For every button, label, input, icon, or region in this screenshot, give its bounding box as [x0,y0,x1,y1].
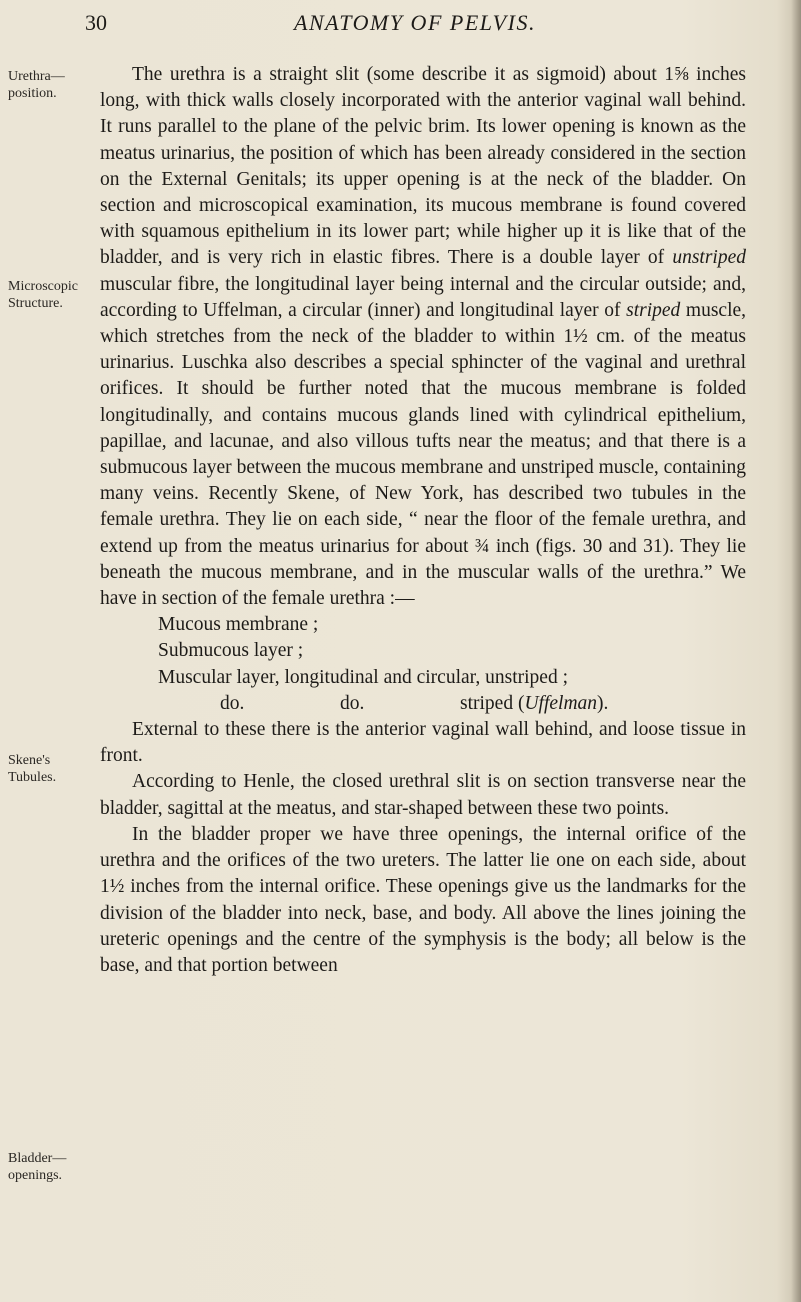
italic-term: Uffelman [524,692,598,714]
paragraph-urethra [100,62,746,612]
ditto-mark: do. [220,692,245,714]
page-header [85,10,745,50]
paragraph-text: The urethra is a straight slit (some describe it as sigmoid) about 1⅝ inches long, with thick walls closely incorporated with the anterior vaginal wall behind. It runs parallel to the plane of the pelvic brim. Its lower opening is known as the meatus urinarius, the position of which has been already considered in the section on the External Genitals; its upper opening is at the neck of the bladder. On section and microscopical examination, its mucous membrane is found covered with squamous epithelium in its lower part; while higher up it is like that of the bladder, and is very rich in elastic fibres. There is a double layer of [100,64,746,269]
list-item: Submucous layer ; [158,640,304,662]
margin-note-line: Tubules. [8,770,57,785]
page-edge-shadow [791,0,801,1302]
paragraph-bladder: In the bladder proper we have three openings, the internal orifice of the urethra and the orifices of the two ureters. The latter lie one on each side, about 1½ inches from the internal orifice. These openings give us the landmarks for the division of the bladder into neck, base, and body. All above the lines joining the ureteric openings and the centre of the symphysis is the body; all below is the base, and that portion between [100,823,746,976]
running-title: ANATOMY OF PELVIS. [294,10,536,35]
italic-term: unstriped [672,247,746,269]
list-item [100,691,746,717]
paragraph-text: muscular fibre, the longitudinal layer being internal and the circular outside; and, according to Uffelman, a circular (inner) and longitudinal layer of [100,273,746,321]
margin-note-line: Microscopic [8,279,78,294]
margin-note-line: Skene's [8,753,51,768]
body-text [100,62,746,979]
list-text: striped ( [460,692,525,714]
italic-term: striped [626,299,681,321]
margin-note-skenes-tubules [8,752,88,786]
page-number: 30 [85,10,107,35]
paragraph-external: External to these there is the anterior vaginal wall behind, and loose tissue in front. [100,719,746,767]
margin-note-line: position. [8,86,57,101]
margin-note-urethra-position [8,68,88,102]
margin-note-microscopic-structure [8,278,88,312]
list-item: Muscular layer, longitudinal and circular, unstriped ; [158,666,568,688]
urethra-layers-list [100,612,746,717]
paragraph-henle: According to Henle, the closed urethral slit is on section transverse near the bladder, sagittal at the meatus, and star-shaped between these two points. [100,771,746,819]
margin-note-bladder-openings [8,1150,88,1184]
margin-note-line: Bladder— [8,1151,67,1166]
paragraph-text: muscle, which stretches from the neck of the bladder to within 1½ cm. of the meatus urinarius. Luschka also describes a special sphincter of the vaginal and urethral orifices. It should be further noted that the mucous membrane is folded longitudinally, and contains mucous glands lined with cylindrical epithelium, papillae, and lacunae, and also villous tufts near the meatus; and that there is a submucous layer between the mucous membrane and unstriped muscle, containing many veins. Recently Skene, of New York, has described two tubules in the female urethra. They lie on each side, “ near the floor of the female urethra, and extend up from the meatus urinarius for about ¾ inch (figs. 30 and 31). They lie beneath the mucous membrane, and in the muscular walls of the urethra.” We have in section of the female urethra :— [100,299,747,610]
margin-note-line: Urethra— [8,69,65,84]
margin-note-line: openings. [8,1168,63,1183]
list-text: ). [597,692,609,714]
ditto-mark: do. [340,692,365,714]
margin-note-line: Structure. [8,296,63,311]
list-item: Mucous membrane ; [158,614,319,636]
